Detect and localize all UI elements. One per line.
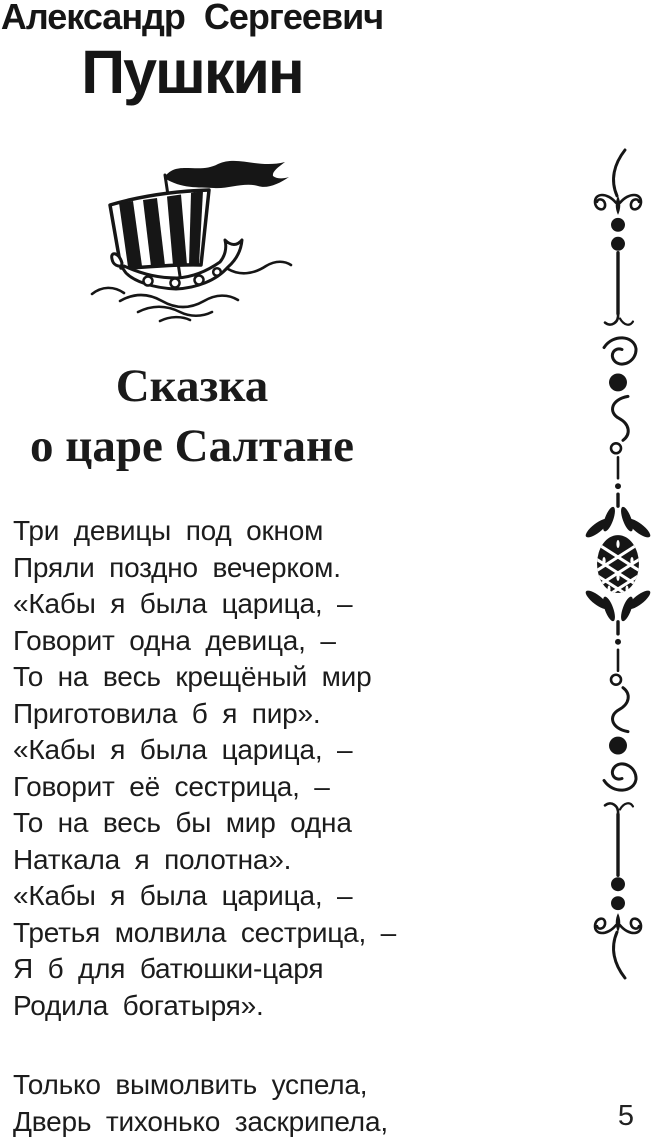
author-name: Александр Сергеевич [0, 0, 384, 37]
book-title [0, 356, 384, 476]
poem-line: Только вымолвить успела, [13, 1067, 443, 1104]
page-number: 5 [606, 1100, 646, 1133]
waves [92, 262, 291, 321]
author-surname: Пушкин [0, 40, 384, 104]
poem-line: Пряли поздно вечерком. [13, 550, 443, 587]
poem-line: Дверь тихонько заскрипела, [13, 1104, 443, 1140]
poem-line: Третья молвила сестрица, – [13, 915, 443, 952]
poem-stanza-2 [13, 1067, 443, 1140]
pineapple-leaves [585, 505, 651, 622]
book-title-line2: о царе Салтане [0, 416, 384, 476]
poem-line: Я б для батюшки-царя [13, 951, 443, 988]
poem-line: Три девицы под окном [13, 513, 443, 550]
poem-line: Говорит одна девица, – [13, 623, 443, 660]
sailboat-illustration [86, 153, 296, 323]
poem-line: То на весь крещёный мир [13, 659, 443, 696]
poem-line: «Кабы я была царица, – [13, 586, 443, 623]
poem-line: «Кабы я была царица, – [13, 732, 443, 769]
ornament-divider [585, 146, 651, 982]
poem-stanza-1 [13, 513, 443, 1024]
book-title-line1: Сказка [0, 356, 384, 416]
poem-line: Родила богатыря». [13, 988, 443, 1025]
poem-line: Приготовила б я пир». [13, 696, 443, 733]
poem-line: Наткала я полотна». [13, 842, 443, 879]
poem-line: То на весь бы мир одна [13, 805, 443, 842]
poem-line: «Кабы я была царица, – [13, 878, 443, 915]
poem-line: Говорит её сестрица, – [13, 769, 443, 806]
